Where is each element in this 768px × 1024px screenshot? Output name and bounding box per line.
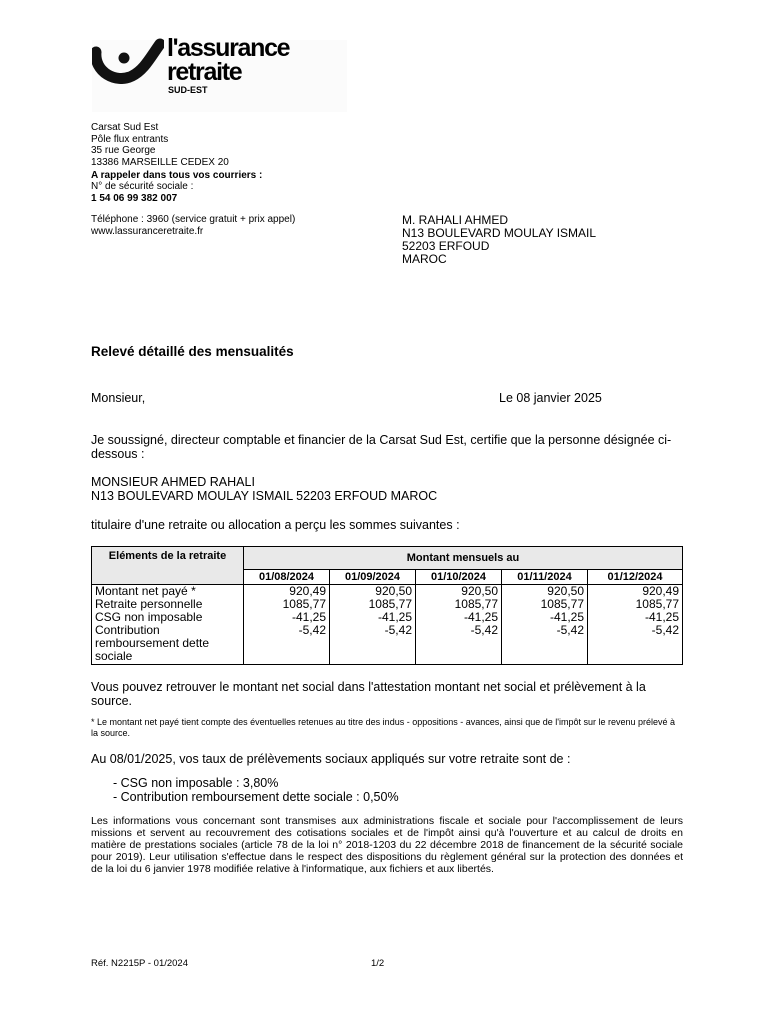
rate-item: - Contribution remboursement dette sociale : 0,50% [113, 790, 399, 804]
person-name: MONSIEUR AHMED RAHALI [91, 475, 255, 489]
table-row [92, 585, 683, 599]
logo-text-line2: retraite [167, 58, 242, 86]
assurance-retraite-logo-icon [92, 38, 164, 84]
table-header-elements: Eléments de la retraite [92, 547, 244, 585]
recipient-country: MAROC [402, 252, 447, 266]
row-value: 1085,77 [588, 598, 683, 611]
row-value: -5,42 [330, 624, 416, 665]
logo-text-line1: l'assurance [167, 34, 290, 62]
row-value: 920,49 [588, 585, 683, 599]
table-date: 01/09/2024 [330, 570, 416, 585]
table-date: 01/11/2024 [502, 570, 588, 585]
footnote: * Le montant net payé tient compte des éventuelles retenues au titre des indus - oppositions - avances, ainsi que de l'impôt sur le revenu prélevé à la source. [91, 717, 676, 738]
rate-item: - CSG non imposable : 3,80% [113, 776, 279, 790]
sender-street: 35 rue George [91, 145, 156, 157]
recipient-name: M. RAHALI AHMED [402, 213, 509, 227]
sender-block [91, 122, 229, 168]
rates-intro: Au 08/01/2025, vos taux de prélèvements sociaux appliqués sur votre retraite sont de : [91, 752, 571, 766]
row-label: Retraite personnelle [92, 598, 244, 611]
intro-paragraph: Je soussigné, directeur comptable et financier de la Carsat Sud Est, certifie que la personne désignée ci-dessous : [91, 433, 672, 461]
row-value: 1085,77 [330, 598, 416, 611]
recipient-street: N13 BOULEVARD MOULAY ISMAIL [402, 226, 597, 240]
row-value: 920,49 [244, 585, 330, 599]
salutation: Monsieur, [91, 391, 146, 405]
recipient-city: 52203 ERFOUD [402, 239, 490, 253]
sender-website[interactable]: www.lassuranceretraite.fr [91, 226, 204, 237]
row-value: -41,25 [416, 611, 502, 624]
ss-label: N° de sécurité sociale : [91, 181, 194, 192]
row-value: 1085,77 [244, 598, 330, 611]
perceived-line: titulaire d'une retraite ou allocation a perçu les sommes suivantes : [91, 518, 460, 532]
row-value: -41,25 [244, 611, 330, 624]
recall-label: A rappeler dans tous vos courriers : [91, 170, 263, 181]
row-value: -5,42 [588, 624, 683, 665]
sender-city: 13386 MARSEILLE CEDEX 20 [91, 156, 229, 168]
row-value: -5,42 [502, 624, 588, 665]
document-title: Relevé détaillé des mensualités [91, 344, 294, 359]
row-label: Montant net payé * [92, 585, 244, 599]
person-address: N13 BOULEVARD MOULAY ISMAIL 52203 ERFOUD MAROC [91, 489, 438, 503]
row-value: -41,25 [588, 611, 683, 624]
sender-dept: Pôle flux entrants [91, 133, 169, 145]
table-header-amounts: Montant mensuels au [244, 547, 683, 570]
logo-text-line3: SUD-EST [168, 85, 208, 95]
row-value: -41,25 [330, 611, 416, 624]
table-date: 01/10/2024 [416, 570, 502, 585]
net-social-paragraph: Vous pouvez retrouver le montant net social dans l'attestation montant net social et prélèvement à la source. [91, 680, 646, 708]
sender-name: Carsat Sud Est [91, 122, 159, 133]
row-value: 1085,77 [416, 598, 502, 611]
page-number: 1/2 [371, 958, 385, 969]
privacy-paragraph: Les informations vous concernant sont transmises aux administrations fiscale et sociale pour l'accomplissement de leurs missions et servent au recouvrement des cotisations sociales et de l'impôt ainsi qu'à l'ouverture et au calcul de droits en matière de prestations sociales (article 78 de la loi n° 2018-1203 du 22 décembre 2018 de financement de la sécurité sociale pour 2019). Leur utilisation s'effectue dans le respect des dispositions du règlement général sur la protection des données et de la loi du 6 janvier 1978 modifiée relative à l'informatique, aux fichiers et aux libertés. [91, 815, 683, 875]
letter-date: Le 08 janvier 2025 [499, 391, 602, 405]
table-date: 01/12/2024 [588, 570, 683, 585]
table-date: 01/08/2024 [244, 570, 330, 585]
rates-list [113, 776, 399, 804]
row-value: 920,50 [502, 585, 588, 599]
monthly-amounts-table [91, 546, 683, 665]
row-value: 920,50 [330, 585, 416, 599]
recipient-address [402, 214, 596, 266]
row-label: Contribution remboursement dette sociale [92, 624, 244, 665]
row-label: CSG non imposable [92, 611, 244, 624]
footer-ref: Réf. N2215P - 01/2024 [91, 958, 189, 969]
row-value: -41,25 [502, 611, 588, 624]
row-value: -5,42 [416, 624, 502, 665]
row-value: 1085,77 [502, 598, 588, 611]
row-value: 920,50 [416, 585, 502, 599]
ss-number: 1 54 06 99 382 007 [91, 193, 178, 204]
sender-phone: Téléphone : 3960 (service gratuit + prix appel) [91, 214, 296, 225]
table-row [92, 624, 683, 665]
row-value: -5,42 [244, 624, 330, 665]
